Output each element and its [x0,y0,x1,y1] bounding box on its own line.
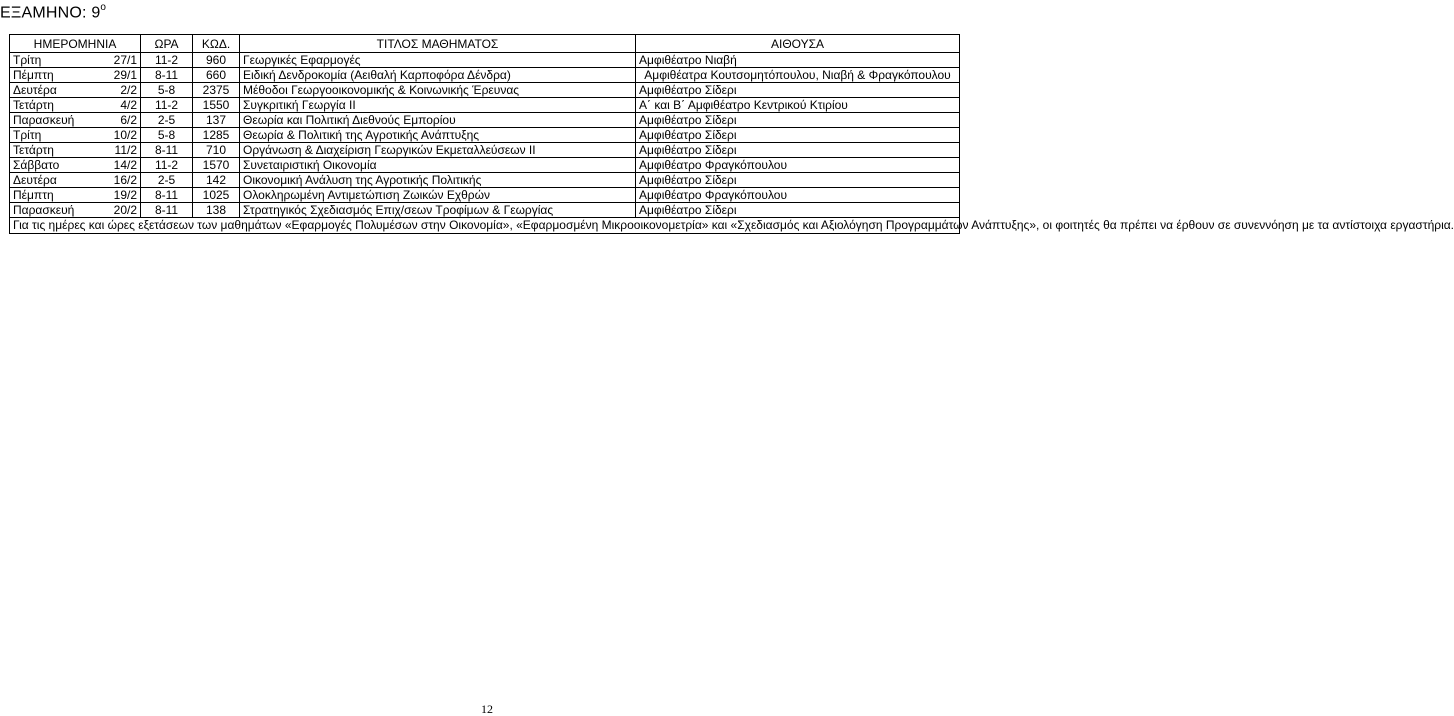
table-row [10,83,960,98]
row-room: Α΄ και Β΄ Αμφιθέατρο Κεντρικού Κτιρίου [636,98,960,113]
row-day: Δευτέρα [10,83,100,98]
row-date: 27/1 [100,53,141,68]
row-date: 11/2 [100,143,141,158]
row-day: Τρίτη [10,53,100,68]
row-code: 1550 [193,98,240,113]
row-room: Αμφιθέατρο Σίδερι [636,203,960,218]
row-time: 8-11 [141,143,193,158]
header-code: ΚΩΔ. [193,35,240,53]
row-code: 1285 [193,128,240,143]
row-time: 11-2 [141,53,193,68]
row-date: 10/2 [100,128,141,143]
row-code: 960 [193,53,240,68]
row-room: Αμφιθέατρο Νιαβή [636,53,960,68]
row-day: Τετάρτη [10,98,100,113]
row-room: Αμφιθέατρο Φραγκόπουλου [636,188,960,203]
row-room: Αμφιθέατρο Σίδερι [636,83,960,98]
row-time: 11-2 [141,98,193,113]
row-time: 8-11 [141,203,193,218]
row-title: Γεωργικές Εφαρμογές [240,53,636,68]
row-room: Αμφιθέατρο Σίδερι [636,128,960,143]
schedule-note: Για τις ημέρες και ώρες εξετάσεων των μαθημάτων «Εφαρμογές Πολυμέσων στην Οικονομία», «Εφαρμοσμένη Μικροοικονομετρία» και «Σχεδιασμός και Αξιολόγηση Προγραμμάτων Ανάπτυξης», οι φοιτητές θα πρέπει να έρθουν σε συνεννόηση με τα αντίστοιχα εργαστήρια. [10,218,960,234]
row-title: Ειδική Δενδροκομία (Αειθαλή Καρποφόρα Δένδρα) [240,68,636,83]
page-number: 12 [481,702,493,716]
row-date: 4/2 [100,98,141,113]
note-row [10,218,960,234]
header-time: ΩΡΑ [141,35,193,53]
row-title: Στρατηγικός Σχεδιασμός Επιχ/σεων Τροφίμων & Γεωργίας [240,203,636,218]
table-row [10,53,960,68]
table-row [10,98,960,113]
table-row [10,158,960,173]
table-row [10,188,960,203]
row-date: 14/2 [100,158,141,173]
row-date: 2/2 [100,83,141,98]
row-time: 5-8 [141,83,193,98]
row-date: 6/2 [100,113,141,128]
header-title: ΤΙΤΛΟΣ ΜΑΘΗΜΑΤΟΣ [240,35,636,53]
row-day: Δευτέρα [10,173,100,188]
table-row [10,68,960,83]
row-code: 1570 [193,158,240,173]
row-title: Οικονομική Ανάλυση της Αγροτικής Πολιτικής [240,173,636,188]
row-date: 29/1 [100,68,141,83]
exam-schedule-table [9,34,1454,234]
row-day: Τρίτη [10,128,100,143]
semester-ordinal-superscript: ο [100,2,107,13]
row-title: Θεωρία και Πολιτική Διεθνούς Εμπορίου [240,113,636,128]
row-code: 137 [193,113,240,128]
row-title: Συνεταιριστική Οικονομία [240,158,636,173]
row-day: Παρασκευή [10,113,100,128]
row-room: Αμφιθέατρα Κουτσομητόπουλου, Νιαβή & Φραγκόπουλου [636,68,960,83]
header-date: ΗΜΕΡΟΜΗΝΙΑ [10,35,141,53]
row-room: Αμφιθέατρο Σίδερι [636,173,960,188]
row-time: 11-2 [141,158,193,173]
table-row [10,203,960,218]
row-room: Αμφιθέατρο Φραγκόπουλου [636,158,960,173]
row-day: Πέμπτη [10,68,100,83]
row-time: 5-8 [141,128,193,143]
row-date: 20/2 [100,203,141,218]
table-row [10,128,960,143]
row-code: 1025 [193,188,240,203]
row-title: Μέθοδοι Γεωργοοικονομικής & Κοινωνικής Έρευνας [240,83,636,98]
table-row [10,143,960,158]
table-row [10,113,960,128]
row-time: 2-5 [141,173,193,188]
table-row [10,173,960,188]
row-date: 16/2 [100,173,141,188]
row-code: 660 [193,68,240,83]
row-code: 138 [193,203,240,218]
row-code: 142 [193,173,240,188]
row-title: Οργάνωση & Διαχείριση Γεωργικών Εκμεταλλεύσεων ΙΙ [240,143,636,158]
header-room: ΑΙΘΟΥΣΑ [636,35,960,53]
row-room: Αμφιθέατρο Σίδερι [636,143,960,158]
semester-heading [0,0,106,22]
row-title: Συγκριτική Γεωργία ΙΙ [240,98,636,113]
row-day: Τετάρτη [10,143,100,158]
row-title: Ολοκληρωμένη Αντιμετώπιση Ζωικών Εχθρών [240,188,636,203]
row-code: 710 [193,143,240,158]
semester-heading-text: ΕΞΑΜΗΝΟ: 9 [0,4,101,22]
row-time: 2-5 [141,113,193,128]
row-time: 8-11 [141,188,193,203]
row-day: Παρασκευή [10,203,100,218]
row-date: 19/2 [100,188,141,203]
table-header-row [10,35,960,53]
row-room: Αμφιθέατρο Σίδερι [636,113,960,128]
row-title: Θεωρία & Πολιτική της Αγροτικής Ανάπτυξης [240,128,636,143]
row-code: 2375 [193,83,240,98]
row-time: 8-11 [141,68,193,83]
row-day: Πέμπτη [10,188,100,203]
row-day: Σάββατο [10,158,100,173]
